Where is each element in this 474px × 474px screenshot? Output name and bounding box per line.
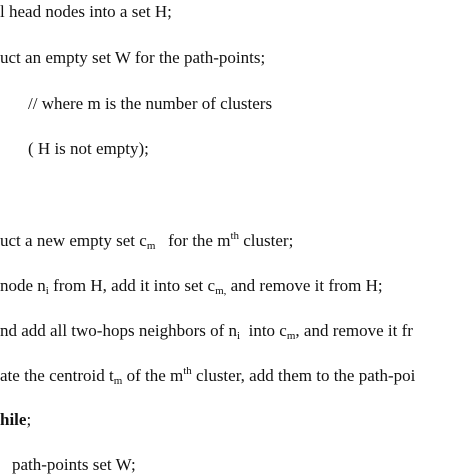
- line-5-part-2: for the m: [168, 231, 231, 250]
- algorithm-line-5: [0, 231, 293, 251]
- algorithm-line-4: ( H is not empty);: [28, 139, 149, 158]
- line-9-rest: ;: [26, 410, 32, 429]
- line-7-part-1: nd add all two-hops neighbors of n: [0, 321, 238, 340]
- end-while-keyword: hile: [0, 410, 27, 429]
- algorithm-line-8: [0, 366, 415, 386]
- line-6-part-2: from H, add it into set c: [53, 276, 216, 295]
- line-5-part-1: uct a new empty set c: [0, 231, 147, 250]
- line-6-part-3: and remove it from H;: [230, 276, 383, 295]
- line-8-sup: th: [183, 365, 192, 377]
- line-7-part-2: into c: [248, 321, 287, 340]
- line-5-sup: th: [230, 230, 240, 242]
- algorithm-line-3: // where m is the number of clusters: [28, 94, 273, 113]
- line-6-sub-2: m,: [215, 285, 227, 297]
- algorithm-line-9: [0, 410, 31, 430]
- line-8-part-2: of the m: [126, 366, 184, 385]
- line-8-part-1: ate the centroid t: [0, 366, 114, 385]
- algorithm-line-2: uct an empty set W for the path-points;: [0, 48, 266, 67]
- line-8-part-3: cluster, add them to the path-poi: [196, 366, 416, 385]
- line-6-sub: i: [45, 285, 49, 297]
- line-7-sub: i: [237, 330, 241, 342]
- line-5-sub: m: [146, 240, 156, 252]
- algorithm-line-10: path-points set W;: [12, 455, 136, 474]
- line-7-part-3: , and remove it fr: [295, 321, 413, 340]
- line-5-part-3: cluster;: [243, 231, 294, 250]
- line-7-sub-2: m: [286, 330, 296, 342]
- line-8-sub: m: [113, 375, 123, 387]
- algorithm-line-1: l head nodes into a set H;: [0, 2, 172, 21]
- algorithm-line-6: [0, 276, 383, 296]
- line-6-part-1: node n: [0, 276, 46, 295]
- algorithm-line-7: [0, 321, 413, 341]
